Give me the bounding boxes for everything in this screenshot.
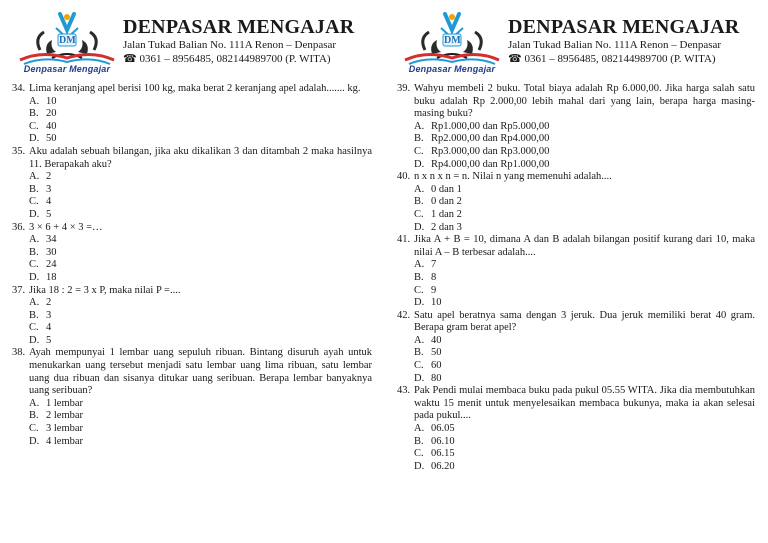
option-item <box>397 436 755 449</box>
question-item <box>397 234 755 310</box>
option-item <box>12 108 372 121</box>
option-text: 2 dan 3 <box>431 221 462 233</box>
denpasar-mengajar-logo <box>12 10 122 78</box>
header-phone-line <box>508 52 739 66</box>
option-item <box>12 184 372 197</box>
option-text: 9 <box>431 284 437 296</box>
header-address: Jalan Tukad Balian No. 111A Renon – Denpasar <box>123 39 337 51</box>
question-number: 34. <box>12 83 26 94</box>
option-letter: D. <box>29 208 40 220</box>
header-title: DENPASAR MENGAJAR <box>123 16 355 38</box>
option-text: 24 <box>46 259 57 271</box>
option-text: 5 <box>46 208 52 220</box>
question-text: n x n x n = n. Nilai n yang memenuhi adalah.... <box>414 171 612 183</box>
option-letter: A. <box>414 423 425 435</box>
page-column-right <box>397 0 755 472</box>
option-letter: B. <box>414 435 424 447</box>
option-letter: B. <box>414 196 424 208</box>
logo-initials: DM <box>59 35 76 46</box>
option-text: 50 <box>431 347 442 359</box>
header-title: DENPASAR MENGAJAR <box>508 16 740 38</box>
option-text: 40 <box>46 120 57 132</box>
option-item <box>12 259 372 272</box>
option-text: Rp4.000,00 dan Rp1.000,00 <box>431 158 550 170</box>
option-item <box>12 322 372 335</box>
question-item <box>12 285 372 348</box>
option-letter: B. <box>414 133 424 145</box>
option-item <box>397 133 755 146</box>
option-item <box>12 310 372 323</box>
option-item <box>397 423 755 436</box>
option-letter: D. <box>29 271 40 283</box>
question-number: 40. <box>397 171 411 183</box>
option-text: 2 <box>46 297 52 309</box>
option-item <box>12 171 372 184</box>
option-item <box>397 297 755 310</box>
option-text: 3 <box>46 309 52 321</box>
letterhead <box>12 0 372 80</box>
option-item <box>397 159 755 172</box>
option-letter: A. <box>414 183 425 195</box>
option-item <box>397 360 755 373</box>
option-letter: A. <box>29 297 40 309</box>
question-number: 36. <box>12 221 26 233</box>
option-text: 06.10 <box>431 435 455 447</box>
option-text: 10 <box>46 95 57 107</box>
option-item <box>12 297 372 310</box>
option-item <box>397 285 755 298</box>
option-letter: D. <box>414 297 425 309</box>
question-text: Lima keranjang apel berisi 100 kg, maka berat 2 keranjang apel adalah....... kg. <box>29 83 361 94</box>
question-text: Aku adalah sebuah bilangan, jika aku dikalikan 3 dan ditambah 2 maka hasilnya 11. Berapakah aku? <box>29 145 372 170</box>
question-item <box>397 171 755 234</box>
option-text: 34 <box>46 234 57 246</box>
question-text: Pak Pendi mulai membaca buku pada pukul 05.55 WITA. Jika dia membutuhkan waktu 15 menit untuk menyelesaikan membaca bukunya, maka ia akan selesai pada pukul.... <box>414 385 755 422</box>
option-item <box>12 121 372 134</box>
option-item <box>397 461 755 474</box>
option-item <box>12 335 372 348</box>
option-item <box>12 133 372 146</box>
question-number: 37. <box>12 284 26 296</box>
option-letter: C. <box>414 145 424 157</box>
option-letter: A. <box>414 334 425 346</box>
option-item <box>12 247 372 260</box>
option-letter: B. <box>414 347 424 359</box>
option-text: 30 <box>46 246 57 258</box>
question-item <box>397 310 755 386</box>
option-text: 8 <box>431 271 437 283</box>
option-text: 10 <box>431 297 442 309</box>
option-text: 3 <box>46 183 52 195</box>
option-text: Rp2.000,00 dan Rp4.000,00 <box>431 133 550 145</box>
option-letter: B. <box>29 108 39 120</box>
option-item <box>397 335 755 348</box>
option-item <box>397 184 755 197</box>
option-item <box>397 448 755 461</box>
option-text: 06.05 <box>431 423 455 435</box>
option-letter: C. <box>414 448 424 460</box>
question-item <box>397 83 755 171</box>
option-letter: C. <box>29 423 39 435</box>
option-letter: C. <box>29 196 39 208</box>
question-item <box>12 146 372 222</box>
option-text: 18 <box>46 271 57 283</box>
option-text: 80 <box>431 372 442 384</box>
option-item <box>12 398 372 411</box>
option-letter: D. <box>414 221 425 233</box>
option-item <box>397 259 755 272</box>
logo-brand-text: Denpasar Mengajar <box>23 64 111 74</box>
page-column-left <box>12 0 372 447</box>
option-letter: B. <box>29 246 39 258</box>
option-item <box>397 347 755 360</box>
option-item <box>397 121 755 134</box>
option-item <box>12 209 372 222</box>
question-item <box>12 83 372 146</box>
option-item <box>12 436 372 449</box>
question-text: Satu apel beratnya sama dengan 3 jeruk. Dua jeruk memiliki berat 40 gram. Berapa gram berat apel? <box>414 309 755 334</box>
option-text: 5 <box>46 334 52 346</box>
option-text: 1 dan 2 <box>431 208 462 220</box>
question-number: 39. <box>397 83 411 94</box>
option-text: 4 <box>46 322 52 334</box>
option-text: 7 <box>431 259 437 271</box>
option-text: 0 dan 1 <box>431 183 462 195</box>
option-letter: D. <box>414 372 425 384</box>
option-letter: A. <box>29 95 40 107</box>
question-text: Jika A + B = 10, dimana A dan B adalah bilangan positif kurang dari 10, maka nilai A – B terbesar adalah.... <box>414 234 755 258</box>
option-letter: C. <box>29 259 39 271</box>
option-letter: D. <box>29 133 40 145</box>
option-text: 06.15 <box>431 448 455 460</box>
option-letter: B. <box>29 309 39 321</box>
question-text: 3 × 6 + 4 × 3 =… <box>29 221 103 233</box>
option-text: 60 <box>431 360 442 372</box>
question-number: 42. <box>397 309 411 321</box>
option-text: Rp3.000,00 dan Rp3.000,00 <box>431 145 550 157</box>
option-letter: C. <box>414 208 424 220</box>
option-letter: A. <box>29 397 40 409</box>
option-letter: D. <box>414 460 425 472</box>
option-item <box>397 196 755 209</box>
question-text: Ayah mempunyai 1 lembar uang sepuluh ribuan. Bintang disuruh ayah untuk menukarkan uang tersebut menjadi satu lembar uang lima ribuan, satu lembar uang dua ribuan dan sisanya ditukar uang seribuan. Berapa lembar banyaknya uang seribuan? <box>29 347 372 397</box>
option-letter: B. <box>29 410 39 422</box>
option-text: 0 dan 2 <box>431 196 462 208</box>
option-text: Rp1.000,00 dan Rp5.000,00 <box>431 120 550 132</box>
header-address: Jalan Tukad Balian No. 111A Renon – Denpasar <box>508 39 722 51</box>
option-letter: A. <box>29 234 40 246</box>
option-text: 2 <box>46 171 52 183</box>
question-item <box>12 347 372 448</box>
option-text: 20 <box>46 108 57 120</box>
option-text: 1 lembar <box>46 397 84 409</box>
telephone-icon: ☎ <box>508 53 522 65</box>
option-letter: B. <box>414 271 424 283</box>
option-letter: A. <box>29 171 40 183</box>
option-letter: B. <box>29 183 39 195</box>
option-text: 4 lembar <box>46 435 84 447</box>
option-text: 50 <box>46 133 57 145</box>
letterhead <box>397 0 755 80</box>
question-item <box>12 222 372 285</box>
header-phone: 0361 – 8956485, 082144989700 (P. WITA) <box>139 53 331 65</box>
option-item <box>12 410 372 423</box>
option-item <box>12 423 372 436</box>
option-text: 4 <box>46 196 52 208</box>
option-letter: D. <box>29 435 40 447</box>
option-item <box>397 272 755 285</box>
question-text: Wahyu membeli 2 buku. Total biaya adalah Rp 6.000,00. Jika harga salah satu buku adalah Rp 2.000,00 lebih mahal dari yang lain, berapa harga masing-masing buku? <box>414 83 755 120</box>
option-letter: D. <box>29 334 40 346</box>
option-item <box>397 373 755 386</box>
logo-brand-text: Denpasar Mengajar <box>408 64 496 74</box>
option-letter: A. <box>414 259 425 271</box>
question-text: Jika 18 : 2 = 3 x P, maka nilai P =.... <box>29 284 181 296</box>
option-item <box>12 96 372 109</box>
option-letter: D. <box>414 158 425 170</box>
option-letter: C. <box>29 322 39 334</box>
option-item <box>397 146 755 159</box>
option-text: 2 lembar <box>46 410 84 422</box>
logo-initials: DM <box>444 35 461 46</box>
option-letter: C. <box>414 284 424 296</box>
option-item <box>12 196 372 209</box>
question-item <box>397 385 755 473</box>
question-list <box>397 83 755 473</box>
option-text: 3 lembar <box>46 423 84 435</box>
option-letter: C. <box>29 120 39 132</box>
option-item <box>12 234 372 247</box>
option-item <box>397 209 755 222</box>
telephone-icon: ☎ <box>123 53 137 65</box>
question-number: 35. <box>12 145 26 157</box>
option-text: 06.20 <box>431 460 455 472</box>
header-phone-line <box>123 52 354 66</box>
header-phone: 0361 – 8956485, 082144989700 (P. WITA) <box>524 53 716 65</box>
question-number: 43. <box>397 385 411 397</box>
question-number: 38. <box>12 347 26 359</box>
question-number: 41. <box>397 234 411 246</box>
denpasar-mengajar-logo <box>397 10 507 78</box>
option-item <box>12 272 372 285</box>
question-list <box>12 83 372 448</box>
option-item <box>397 222 755 235</box>
option-letter: C. <box>414 360 424 372</box>
option-letter: A. <box>414 120 425 132</box>
option-text: 40 <box>431 334 442 346</box>
